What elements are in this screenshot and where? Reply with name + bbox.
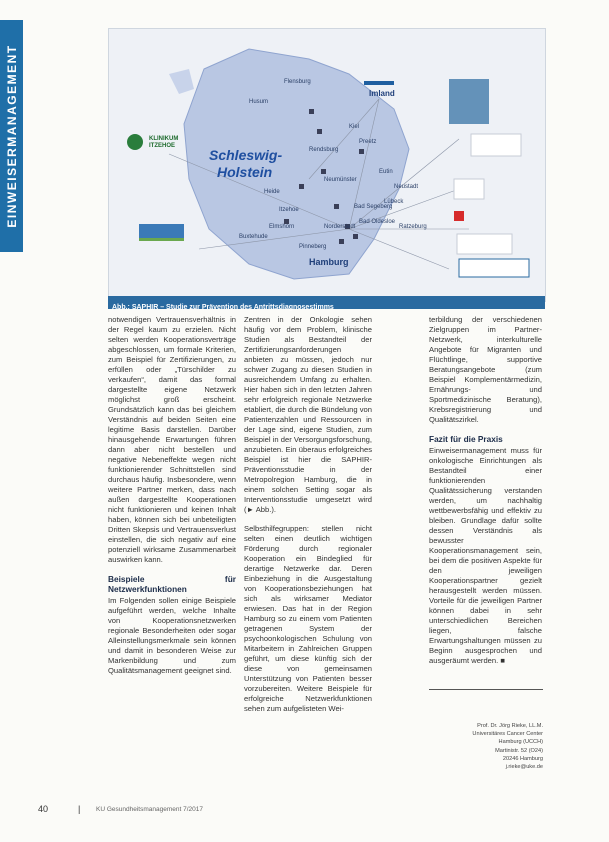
city-label: Itzehoe <box>279 207 299 213</box>
city-label: Neustadt <box>394 184 419 190</box>
author-affiliation: Universitäres Cancer Center <box>472 731 543 738</box>
city-label: Preetz <box>359 139 377 145</box>
city-label: Kiel <box>349 124 360 130</box>
author-divider <box>429 689 543 690</box>
author-name: Prof. Dr. Jörg Rieke, LL.M. <box>477 723 543 729</box>
city-label: Bad Oldesloe <box>359 219 396 225</box>
author-affiliation: Hamburg (UCCH) <box>498 739 543 746</box>
section-label: EINWEISERMANAGEMENT <box>4 44 19 228</box>
city-label: Eutin <box>379 169 393 175</box>
city-label: Buxtehude <box>239 234 268 240</box>
paragraph: terbildung der verschiedenen Zielgruppen im Partner-Netzwerk, interkulturelle Angebote für Migranten und Flüchtlinge, supportive Beratungsangebote (zum Beispiel Komplementärmedizin, Ernährungs- und Sportmedizinische Beratung), Krebsregistrierung und Qualitätszirkel. <box>429 315 542 424</box>
region-title-1: Schleswig- <box>209 147 283 163</box>
imland-logo-mark <box>364 81 394 85</box>
city-label: Ratzeburg <box>399 224 427 230</box>
figure-caption-text: Abb.: SAPHIR – Studie zur Prävention des Antrittsdiagnosestimms <box>112 304 334 311</box>
author-address: Martinistr. 52 (O24) <box>495 747 543 754</box>
figure-caption <box>108 296 545 309</box>
text-column-3 <box>429 315 542 675</box>
city-label: Heide <box>264 189 280 195</box>
journal-name: KU Gesundheitsmanagement 7/2017 <box>96 806 203 813</box>
paragraph: Zentren in der Onkologie sehen häufig vor dem Problem, klinische Studien als Bestandteil der Zertifizierungsanforderungen anbieten zu müssen, jedoch nur schwer Zugang zu diesen Studien in ausreichendem Umfang zu erhalten. Hier haben sich in den letzten Jahren sehr erfolgreich regionale Netzwerke etabliert, die durch die Bündelung von Patientenzahlen und Ressourcen in der Lage sind, eigene Studien, zum Beispiel in der Versorgungsforschung, anzubieten. Ein überaus erfolgreiches Beispiel ist hier die SAPHIR-Präventionsstudie in der Metropolregion Hamburg, die in einem solchen Setting sogar als Interventionsstudie umgesetzt wird (► Abb.). <box>244 315 372 514</box>
city-label: Bad Segeberg <box>354 204 393 210</box>
author-address: 20246 Hamburg <box>502 755 543 762</box>
city-label: Neumünster <box>324 177 357 183</box>
author-email: j.rieke@uke.de <box>505 764 543 771</box>
island-shape <box>169 69 194 94</box>
city-label: Norderstedt <box>324 224 356 230</box>
klinikum-label: KLINIKUM <box>149 136 179 142</box>
section-sidebar <box>0 20 23 252</box>
city-label: Husum <box>249 99 269 105</box>
network-map-figure <box>108 28 546 302</box>
city-label: Lübeck <box>384 199 404 205</box>
left-bottom-logo <box>139 224 184 238</box>
region-title-2: Holstein <box>217 164 273 180</box>
author-block <box>440 722 543 771</box>
paragraph: Einweisermanagement muss für onkologische Einrichtungen als Bestandteil einer funktionierenden Qualitätssicherung verstanden werden, um nachhaltig wettbewerbsfähig und effektiv zu bleiben. Grundlage dafür sollte dessen Verständnis als bewusster Kooperationsmanagement sein, bei dem die positiven Aspekte für den jeweiligen Kooperationspartner gezielt herausgestellt werden müssen. Vorteile für die jeweiligen Partner können dabei in sehr unterschiedlichen Bereichen liegen, falsche Erwartungshaltungen müssen zu Beginn ausgesprochen und ausgeräumt werden. ■ <box>429 446 542 665</box>
text-column-1 <box>108 315 236 685</box>
footer-separator: | <box>78 804 81 814</box>
imland-label: Imland <box>369 89 395 98</box>
city-label: Elmshorn <box>269 224 295 230</box>
city-label: Rendsburg <box>309 147 339 153</box>
paragraph: Selbsthilfegruppen: stellen nicht selten einen deutlich wichtigen Förderung durch regionaler Kooperation ein Bindeglied für derartige Netzwerke dar. Deren Einbeziehung in die Ausgestaltung von Kooperationsbeziehungen hat sich als wirksamer Mediator erwiesen. Das hat in der Region Hamburg so zu einem vom Patienten getragenen System der psychoonkologischen Schulung von Mitarbeitern in Zahlreichen Gruppen geführt, um diese künftig sich der diese von gemeinsamen Unterstützung von Patienten besser vorzubereiten. Weitere Beispiele für erfolgreiche Netzwerkfunktionen sehen zum aufgelisteten Wei- <box>244 524 372 713</box>
paragraph: Im Folgenden sollen einige Beispiele aufgeführt werden, welche Inhalte von Kooperationsnetzwerken regionale Besonderheiten oder sogar Alleinstellungsmerkmale sein können und damit in besonderen Weise zur Markenbildung und zum Qualitätsmanagement geeignet sind. <box>108 596 236 675</box>
section-heading: Beispiele für Netzwerkfunktionen <box>108 574 236 594</box>
red-cross-logo <box>454 211 464 221</box>
city-label: Pinneberg <box>299 244 327 250</box>
page-number: 40 <box>38 804 49 814</box>
right-top-logo <box>449 79 489 124</box>
paragraph: notwendigen Vertrauensverhältnis in der Regel kaum zu erzielen. Nicht selten werden Kooperationsverträge abgeschlossen, um formale Kriterien, zum Beispiel für Zertifizierungen, zu erfüllen oder „Türschilder zu verkaufen“, damit das formal dargestellte eigene Netzwerk möglichst groß erscheint. Grundsätzlich kann das bei gleichem Verständnis auf beiden Seiten eine legitime Basis darstellen. Darüber hinausgehende Erwartungen führen dann aber nicht bestellen und negative Nebeneffekte wegen nicht funktionierender Schnittstellen sind durchaus häufig. Insbesondere, wenn weitere Partner merken, dass nach außen dargestellte Kooperationen nicht funktionieren und keinen Inhalt haben, können sich bei unbeteiligten Dritten Skepsis und Vertrauensverlust einstellen, die sich negativ auf eine potenziell wirksame Zusammenarbeit auswirken kann. <box>108 315 236 564</box>
section-heading: Fazit für die Praxis <box>429 434 503 444</box>
klinikum-logo-mark <box>127 134 143 150</box>
itzehoe-label: ITZEHOE <box>149 143 176 149</box>
city-label: Flensburg <box>284 79 311 85</box>
text-column-2 <box>244 315 372 723</box>
hamburg-label: Hamburg <box>309 257 349 267</box>
